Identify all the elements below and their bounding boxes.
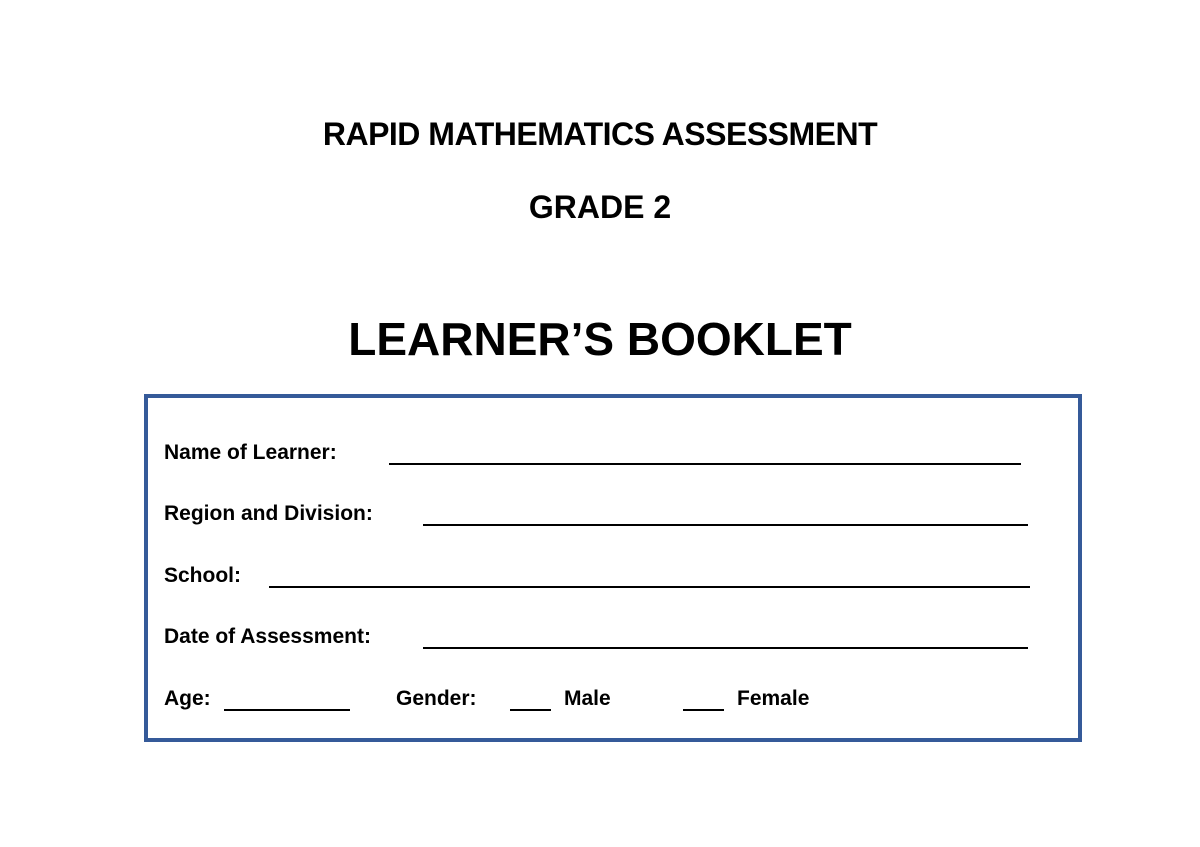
age-label: Age:: [164, 687, 211, 710]
booklet-title: LEARNER’S BOOKLET: [348, 313, 852, 365]
male-label: Male: [564, 687, 611, 710]
name-blank[interactable]: [389, 463, 1021, 465]
male-blank[interactable]: [510, 709, 551, 711]
gender-label: Gender:: [396, 687, 477, 710]
age-blank[interactable]: [224, 709, 350, 711]
female-blank[interactable]: [683, 709, 724, 711]
learner-info-box: [144, 394, 1082, 742]
name-label: Name of Learner:: [164, 441, 337, 464]
female-label: Female: [737, 687, 810, 710]
date-blank[interactable]: [423, 647, 1028, 649]
date-label: Date of Assessment:: [164, 625, 371, 648]
school-blank[interactable]: [269, 586, 1030, 588]
region-label: Region and Division:: [164, 502, 373, 525]
school-label: School:: [164, 564, 241, 587]
assessment-title: RAPID MATHEMATICS ASSESSMENT: [322, 116, 878, 152]
grade-title: GRADE 2: [528, 189, 672, 225]
region-blank[interactable]: [423, 524, 1028, 526]
